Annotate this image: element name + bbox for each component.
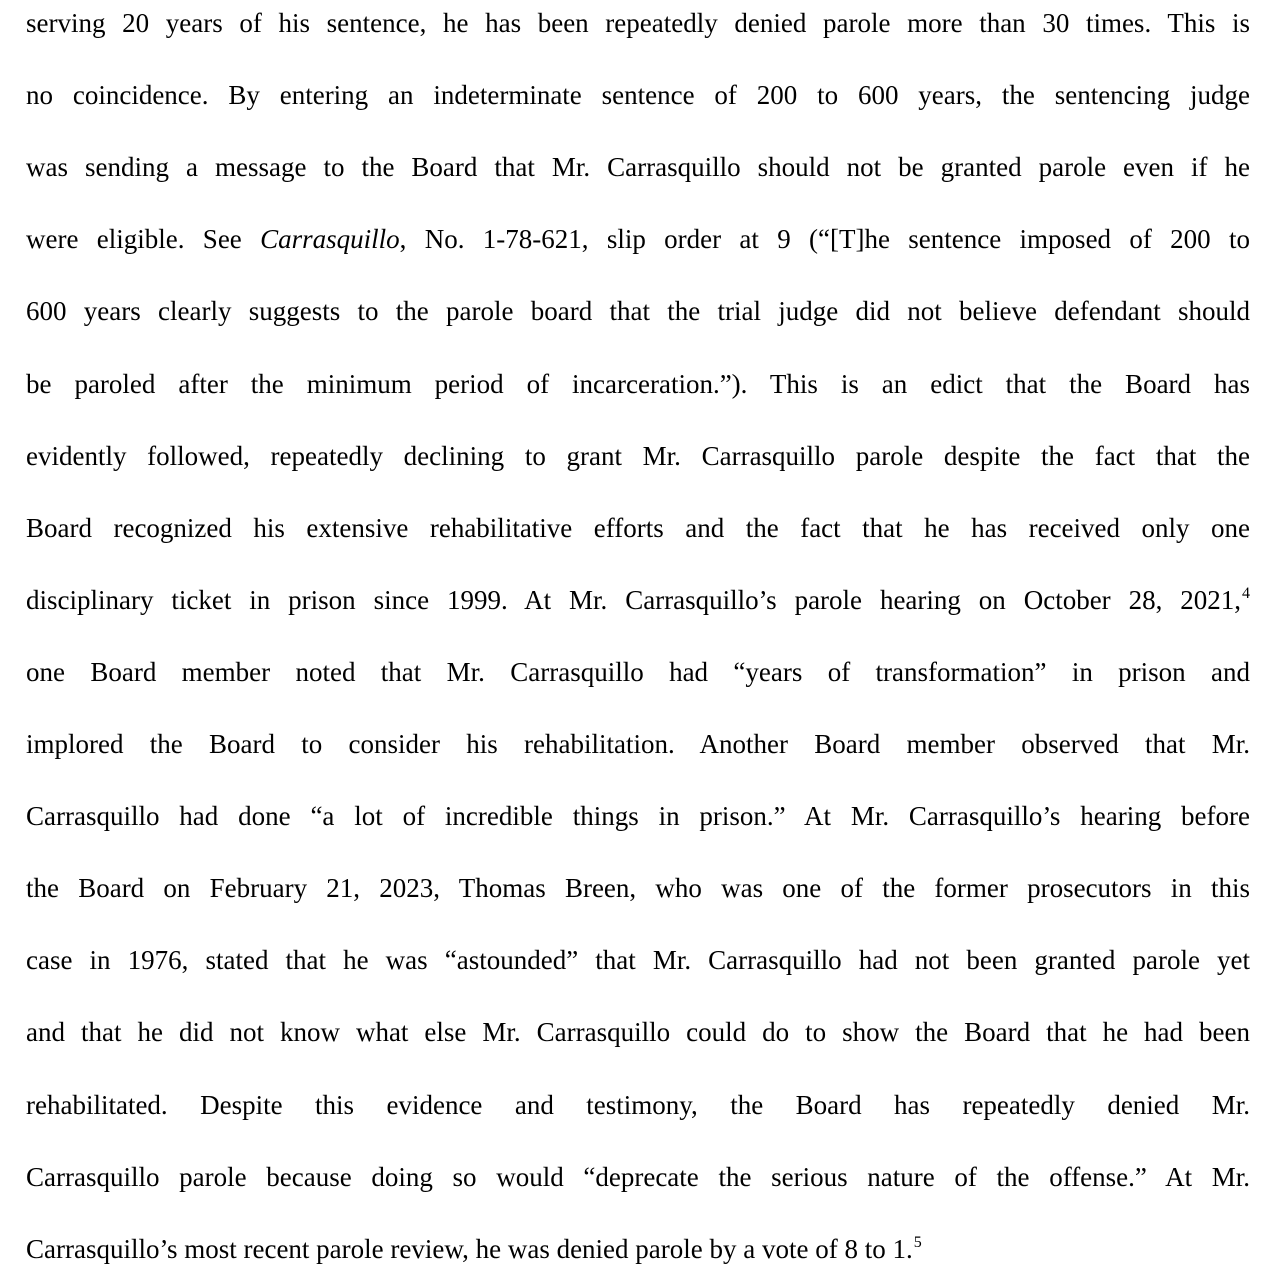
text-line [26,508,1250,548]
text-run: were eligible. See [26,224,261,255]
footnote-ref-4[interactable]: 4 [1242,584,1250,602]
text-run: case in 1976, stated that he was “astounded” that Mr. Carrasquillo had not been granted parole yet [26,945,1250,976]
text-line [26,1157,1250,1197]
text-line [26,1085,1250,1125]
text-line [26,724,1250,764]
text-run: one Board member noted that Mr. Carrasquillo had “years of transformation” in prison and [26,656,1250,687]
text-run: Carrasquillo’s most recent parole review, he was denied parole by a vote of 8 to 1. [26,1233,913,1264]
text-run: disciplinary ticket in prison since 1999. At Mr. Carrasquillo’s parole hearing on October 28, 2021, [26,584,1241,615]
text-run: implored the Board to consider his rehabilitation. Another Board member observed that Mr. [26,729,1250,759]
text-run: evidently followed, repeatedly declining to grant Mr. Carrasquillo parole despite the fact that the [26,440,1250,471]
text-run: Carrasquillo had done “a lot of incredible things in prison.” At Mr. Carrasquillo’s hearing before [26,801,1250,832]
text-run: and that he did not know what else Mr. Carrasquillo could do to show the Board that he had been [26,1017,1250,1048]
text-run: no coincidence. By entering an indeterminate sentence of 200 to 600 years, the sentencing judge [26,80,1250,111]
case-name-italic: Carrasquillo [260,224,400,255]
text-run: rehabilitated. Despite this evidence and testimony, the Board has repeatedly denied Mr. [26,1089,1250,1120]
text-line [26,3,1250,43]
text-run: , No. 1-78-621, slip order at 9 (“[T]he sentence imposed of 200 to [399,224,1250,255]
text-line [26,75,1250,115]
text-line [26,940,1250,980]
footnote-ref-5[interactable]: 5 [913,1233,922,1251]
text-run: 600 years clearly suggests to the parole board that the trial judge did not believe defendant should [26,296,1250,327]
text-line [26,147,1250,187]
text-line [26,364,1250,404]
text-line [26,1012,1250,1052]
text-line [26,1229,922,1269]
text-line [26,652,1250,692]
text-run: be paroled after the minimum period of incarceration.”). This is an edict that the Board has [26,368,1250,399]
text-run: serving 20 years of his sentence, he has been repeatedly denied parole more than 30 times. This is [26,8,1250,38]
text-line [26,291,1250,331]
text-line [26,796,1250,836]
text-line [26,436,1250,476]
text-run: the Board on February 21, 2023, Thomas Breen, who was one of the former prosecutors in this [26,873,1250,904]
text-run: was sending a message to the Board that Mr. Carrasquillo should not be granted parole even if he [26,152,1250,183]
text-line [26,868,1250,908]
text-run: Carrasquillo parole because doing so would “deprecate the serious nature of the offense.” At Mr. [26,1161,1250,1192]
text-line [26,580,1250,620]
text-run: Board recognized his extensive rehabilitative efforts and the fact that he has received only one [26,512,1250,543]
text-line [26,219,1250,259]
